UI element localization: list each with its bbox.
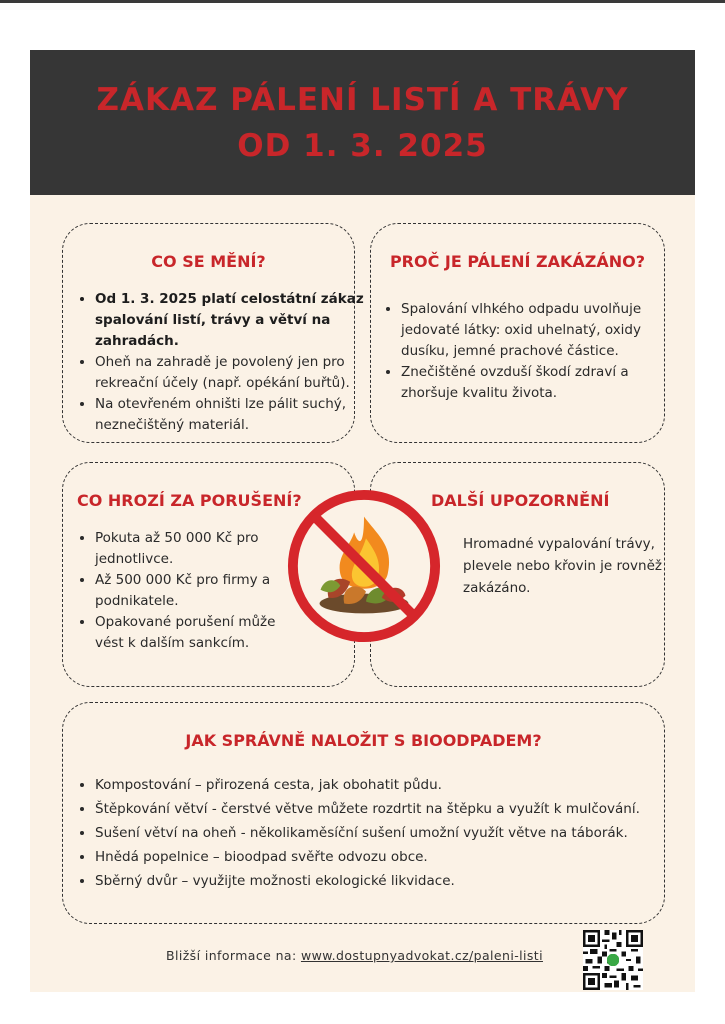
title-line-2: OD 1. 3. 2025 [237, 128, 488, 164]
list-item: • Kompostování – přirozená cesta, jak obohatit půdu. [95, 773, 680, 797]
box-proc-zakazano [370, 223, 665, 443]
list-item: • Hnědá popelnice – bioodpad svěřte odvozu obce. [95, 845, 680, 869]
bullet-list [73, 528, 305, 654]
list-item: • Znečištěné ovzduší škodí zdraví a zhoršuje kvalitu života. [401, 362, 676, 404]
box-heading: CO HROZÍ ZA PORUŠENÍ? [77, 491, 302, 510]
list-item: • Sběrný dvůr – využijte možnosti ekologické likvidace. [95, 869, 680, 893]
list-item: • Opakované porušení může vést k dalším sankcím. [95, 612, 305, 654]
bullet-list [379, 299, 676, 404]
bullet-list [73, 289, 365, 436]
warning-text: Hromadné vypalování trávy, plevele nebo křovin je rovněž zakázáno. [463, 536, 662, 596]
list-item: • Na otevřeném ohništi lze pálit suchý, neznečištěný materiál. [95, 394, 365, 436]
footer-label: Bližší informace na: [166, 948, 301, 963]
list-item: • Od 1. 3. 2025 platí celostátní zákaz spalování listí, trávy a větví na zahradách. [95, 289, 365, 352]
list-item: • Sušení větví na oheň - několikaměsíční sušení umožní využít větve na táborák. [95, 821, 680, 845]
list-item: • Štěpkování větví - čerstvé větve můžete rozdrtit na štěpku a využít k mulčování. [95, 797, 680, 821]
box-heading: JAK SPRÁVNĚ NALOŽIT S BIOODPADEM? [185, 731, 542, 750]
top-edge-line [0, 0, 725, 3]
box-heading: DALŠÍ UPOZORNĚNÍ [431, 491, 610, 510]
list-item: • Oheň na zahradě je povolený jen pro rekreační účely (např. opékání buřtů). [95, 352, 365, 394]
bullet-list [73, 773, 680, 893]
title-line-1: ZÁKAZ PÁLENÍ LISTÍ A TRÁVY [96, 82, 629, 118]
box-heading: CO SE MĚNÍ? [151, 252, 266, 271]
list-item: • Spalování vlhkého odpadu uvolňuje jedovaté látky: oxid uhelnatý, oxidy dusíku, jemné prachové částice. [401, 299, 676, 362]
box-co-se-meni [62, 223, 364, 443]
list-item: • Až 500 000 Kč pro firmy a podnikatele. [95, 570, 305, 612]
poster-header [30, 50, 695, 195]
footer-info [166, 948, 543, 963]
box-bioodpad [62, 702, 665, 924]
footer-link[interactable]: www.dostupnyadvokat.cz/paleni-listi [300, 948, 543, 963]
no-fire-icon [285, 487, 443, 645]
qr-code-icon[interactable] [583, 930, 643, 990]
poster [30, 50, 695, 992]
box-heading: PROČ JE PÁLENÍ ZAKÁZÁNO? [389, 252, 646, 271]
list-item: • Pokuta až 50 000 Kč pro jednotlivce. [95, 528, 305, 570]
